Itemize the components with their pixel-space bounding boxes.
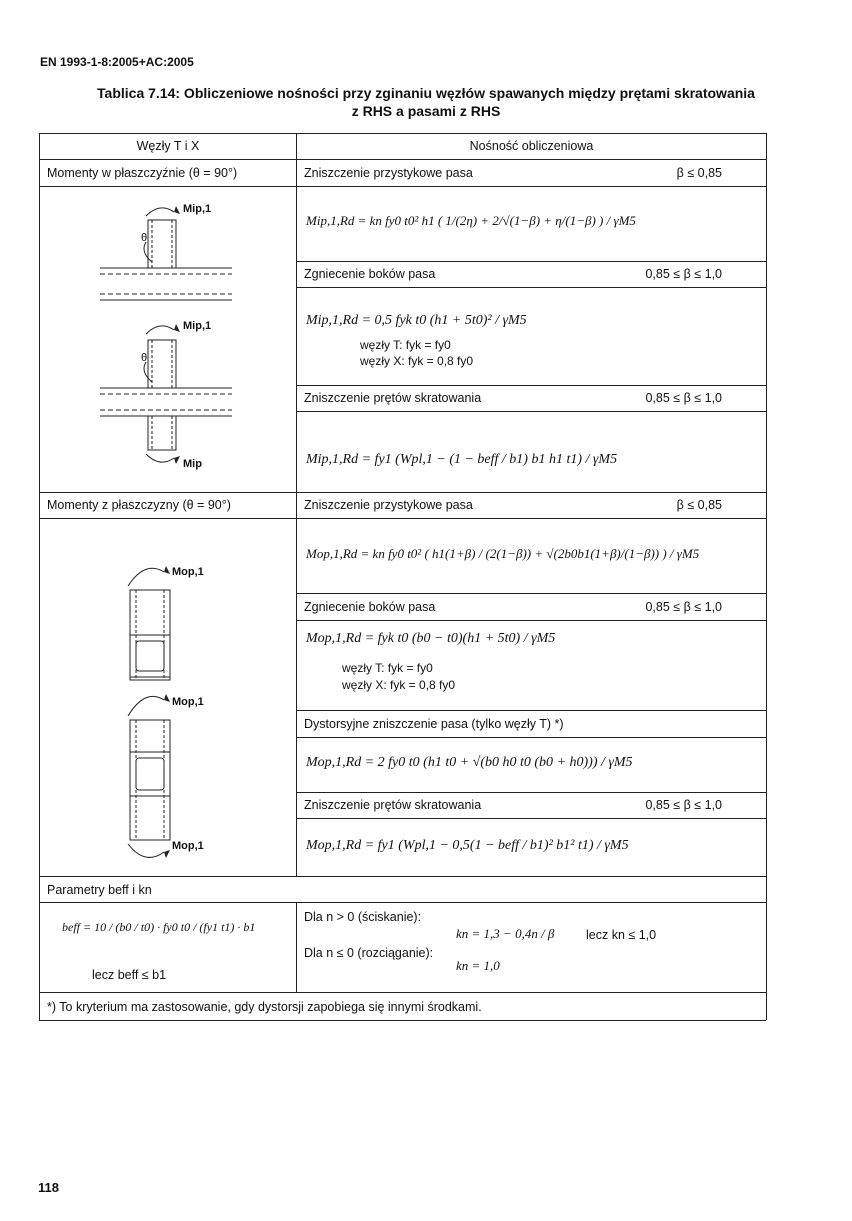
r5-note-x-joints: węzły X: fyk = 0,8 fy0 [342,678,456,692]
footnote: *) To kryterium ma zastosowanie, gdy dystorsji zapobiega się innymi środkami. [47,1000,482,1014]
in-plane-joint-diagrams [60,190,280,490]
r5-failure-mode: Zgniecenie boków pasa [304,600,436,614]
table-title-line1: Tablica 7.14: Obliczeniowe nośności przy zginaniu węzłów spawanych między prętami skratowania [97,85,755,101]
kn-formula-compression: kn = 1,3 − 0,4n / β [456,926,555,941]
mop1-label-x-bottom: Mop,1 [172,840,204,852]
r1-failure-mode: Zniszczenie przystykowe pasa [304,166,473,180]
r3-condition: 0,85 ≤ β ≤ 1,0 [645,391,722,405]
r2-formula: Mip,1,Rd = 0,5 fyk t0 (h1 + 5t0)² / γM5 [306,313,527,328]
r2-failure-mode: Zgniecenie boków pasa [304,267,436,281]
r2-note-x-joints: węzły X: fyk = 0,8 fy0 [360,354,474,368]
kn-case-compression: Dla n > 0 (ściskanie): [304,910,422,924]
r7-formula: Mop,1,Rd = fy1 (Wpl,1 − 0,5(1 − beff / b1)² b1² t1) / γM5 [306,838,629,853]
kn-case-tension: Dla n ≤ 0 (rozciąganie): [304,946,434,960]
out-plane-moments-label: Momenty z płaszczyzny (θ = 90°) [47,498,231,512]
mip-label-x-bottom: Mip [183,458,202,470]
document-header: EN 1993-1-8:2005+AC:2005 [40,55,194,69]
r4-formula: Mop,1,Rd = kn fy0 t0² ( h1(1+β) / (2(1−β)) + √(2b0b1(1+β)/(1−β)) ) / γM5 [306,546,700,561]
col-header-joints: Węzły T i X [136,139,200,153]
r5-condition: 0,85 ≤ β ≤ 1,0 [645,600,722,614]
kn-limit: lecz kn ≤ 1,0 [586,928,657,942]
r7-failure-mode: Zniszczenie prętów skratowania [304,798,482,812]
r3-failure-mode: Zniszczenie prętów skratowania [304,391,482,405]
r1-condition: β ≤ 0,85 [676,166,722,180]
r7-condition: 0,85 ≤ β ≤ 1,0 [645,798,722,812]
theta-label-t: θ [141,232,148,244]
beff-formula: beff = 10 / (b0 / t0) · fy0 t0 / (fy1 t1) · b1 [62,920,256,934]
out-of-plane-joint-diagrams [60,520,280,870]
mop1-label-x-top: Mop,1 [172,696,204,708]
beff-limit: lecz beff ≤ b1 [92,968,167,982]
r5-note-t-joints: węzły T: fyk = fy0 [342,661,433,675]
r3-formula: Mip,1,Rd = fy1 (Wpl,1 − (1 − beff / b1) b1 h1 t1) / γM5 [306,452,618,467]
table-title-line2: z RHS a pasami z RHS [351,103,501,119]
theta-label-x: θ [141,352,148,364]
col-header-resistance: Nośność obliczeniowa [469,139,594,153]
r4-failure-mode: Zniszczenie przystykowe pasa [304,498,473,512]
mip1-label-t: Mip,1 [183,203,212,215]
kn-formula-tension: kn = 1,0 [456,958,500,973]
page-number: 118 [38,1180,59,1195]
r5-formula: Mop,1,Rd = fyk t0 (b0 − t0)(h1 + 5t0) / γM5 [306,631,556,646]
mip1-label-x: Mip,1 [183,320,212,332]
parameters-label: Parametry beff i kn [47,883,152,897]
r6-failure-mode: Dystorsyjne zniszczenie pasa (tylko węzły T) *) [304,717,564,731]
r6-formula: Mop,1,Rd = 2 fy0 t0 (h1 t0 + √(b0 h0 t0 (b0 + h0))) / γM5 [306,755,633,770]
in-plane-moments-label: Momenty w płaszczyźnie (θ = 90°) [47,166,238,180]
r4-condition: β ≤ 0,85 [676,498,722,512]
r2-condition: 0,85 ≤ β ≤ 1,0 [645,267,722,281]
mop1-label-t: Mop,1 [172,566,204,578]
r2-note-t-joints: węzły T: fyk = fy0 [360,338,451,352]
r1-formula: Mip,1,Rd = kn fy0 t0² h1 ( 1/(2η) + 2/√(1−β) + η/(1−β) ) / γM5 [306,213,636,228]
